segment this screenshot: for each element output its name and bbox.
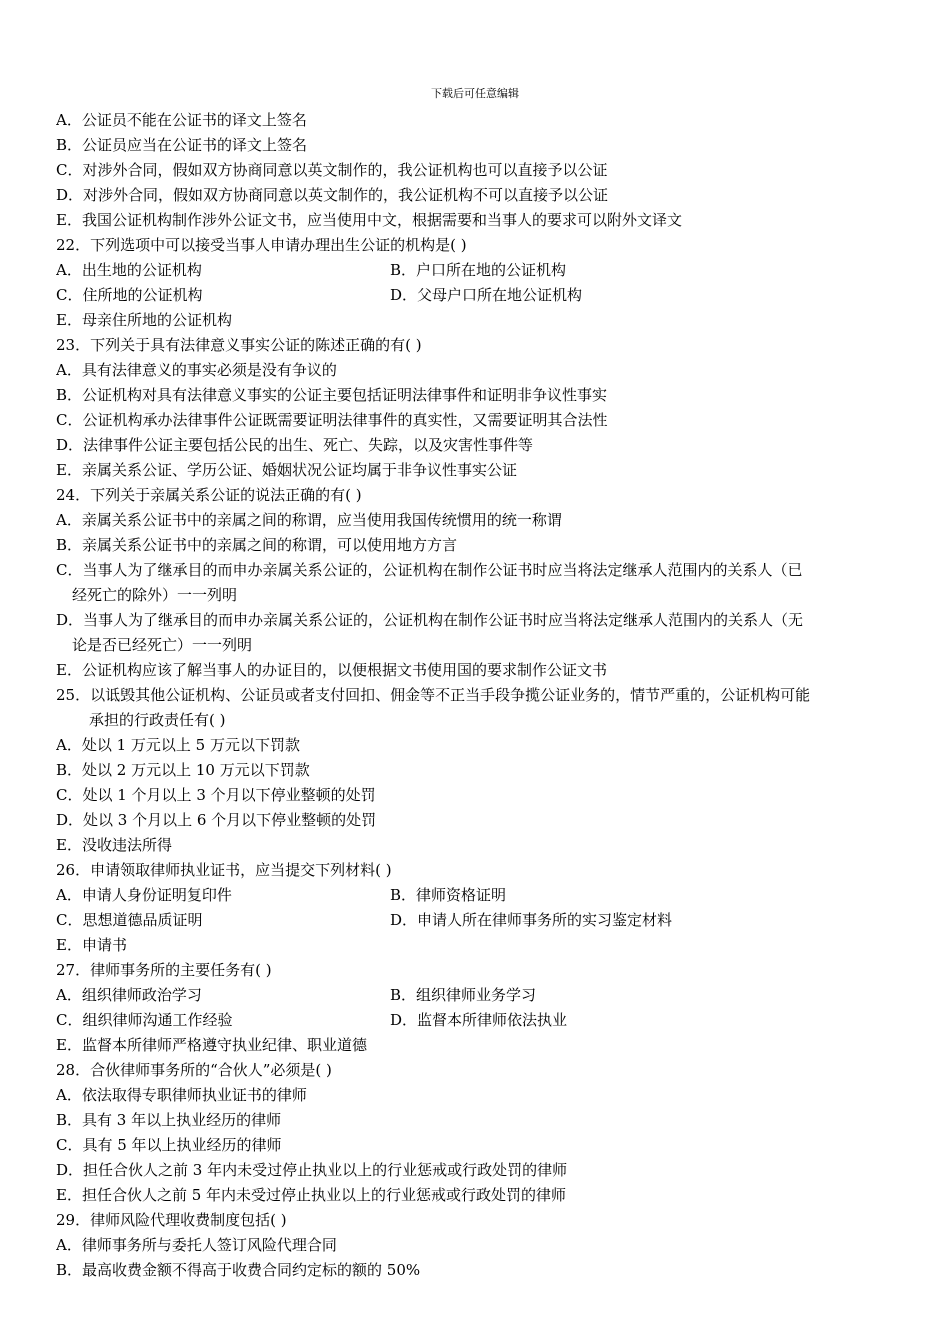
question-text: 26．申请领取律师执业证书，应当提交下列材料( ) [56,861,392,879]
option-text: C．处以 1 个月以上 3 个月以下停业整顿的处罚 [56,786,376,804]
option-pair-row [56,1008,898,1033]
option-text: C．公证机构承办法律事件公证既需要证明法律事件的真实性，又需要证明其合法性 [56,411,608,429]
option-text: E．申请书 [56,936,127,954]
option-pair-row [56,258,898,283]
option-pair-row [56,908,898,933]
option-text: E．我国公证机构制作涉外公证文书，应当使用中文，根据需要和当事人的要求可以附外文译文 [56,211,682,229]
document-body [56,108,898,1283]
option-text: C．对涉外合同，假如双方协商同意以英文制作的，我公证机构也可以直接予以公证 [56,161,608,179]
option-pair-row [56,883,898,908]
option-text: C．组织律师沟通工作经验 [56,1011,233,1029]
option-text: B．处以 2 万元以上 10 万元以下罚款 [56,761,310,779]
option-text: E．母亲住所地的公证机构 [56,311,232,329]
option-text: B．亲属关系公证书中的亲属之间的称谓，可以使用地方方言 [56,536,458,554]
question-text: 27．律师事务所的主要任务有( ) [56,961,272,979]
option-text: A．依法取得专职律师执业证书的律师 [56,1086,307,1104]
option-text: E．监督本所律师严格遵守执业纪律、职业道德 [56,1036,367,1054]
option-text: B．公证机构对具有法律意义事实的公证主要包括证明法律事件和证明非争议性事实 [56,386,608,404]
option-pair-row [56,983,898,1008]
option-text: A．公证员不能在公证书的译文上签名 [56,111,307,129]
page-header: 下载后可任意编辑 [431,87,519,100]
continuation-text: 承担的行政责任有( ) [89,711,226,729]
question-text: 22．下列选项中可以接受当事人申请办理出生公证的机构是( ) [56,236,467,254]
continuation-text: 经死亡的除外）一一列明 [72,586,238,604]
continuation-text: 论是否已经死亡）一一列明 [72,636,253,654]
question-text: 24．下列关于亲属关系公证的说法正确的有( ) [56,486,362,504]
option-text: A．具有法律意义的事实必须是没有争议的 [56,361,337,379]
option-text: D．当事人为了继承目的而申办亲属关系公证的，公证机构在制作公证书时应当将法定继承人范围内的关系人（无 [56,611,804,629]
option-text: D．担任合伙人之前 3 年内未受过停止执业以上的行业惩戒或行政处罚的律师 [56,1161,568,1179]
question-text: 29．律师风险代理收费制度包括( ) [56,1211,287,1229]
option-text: E．亲属关系公证、学历公证、婚姻状况公证均属于非争议性事实公证 [56,461,517,479]
option-text: D．对涉外合同，假如双方协商同意以英文制作的，我公证机构不可以直接予以公证 [56,186,609,204]
option-text: D．法律事件公证主要包括公民的出生、死亡、失踪，以及灾害性事件等 [56,436,534,454]
option-text: C．当事人为了继承目的而申办亲属关系公证的，公证机构在制作公证书时应当将法定继承人范围内的关系人（已 [56,561,803,579]
question-text: 25．以诋毁其他公证机构、公证员或者支付回扣、佣金等不正当手段争揽公证业务的，情节严重的，公证机构可能 [56,686,811,704]
option-text: B．户口所在地的公证机构 [390,261,567,279]
question-text: 28．合伙律师事务所的“合伙人”必须是( ) [56,1061,332,1079]
option-text: A．律师事务所与委托人签订风险代理合同 [56,1236,337,1254]
option-text: A．处以 1 万元以上 5 万元以下罚款 [56,736,300,754]
option-text: C．思想道德品质证明 [56,911,203,929]
option-text: E．担任合伙人之前 5 年内未受过停止执业以上的行业惩戒或行政处罚的律师 [56,1186,567,1204]
option-text: C．具有 5 年以上执业经历的律师 [56,1136,282,1154]
question-text: 23．下列关于具有法律意义事实公证的陈述正确的有( ) [56,336,422,354]
option-pair-row [56,283,898,308]
option-text: A．申请人身份证明复印件 [56,886,232,904]
option-text: B．具有 3 年以上执业经历的律师 [56,1111,282,1129]
option-text: D．监督本所律师依法执业 [390,1011,568,1029]
option-text: D．处以 3 个月以上 6 个月以下停业整顿的处罚 [56,811,377,829]
option-text: E．公证机构应该了解当事人的办证目的，以便根据文书使用国的要求制作公证文书 [56,661,607,679]
option-text: A．组织律师政治学习 [56,986,202,1004]
option-text: D．父母户口所在地公证机构 [390,286,583,304]
option-text: A．出生地的公证机构 [56,261,202,279]
option-text: C．住所地的公证机构 [56,286,203,304]
option-text: B．组织律师业务学习 [390,986,537,1004]
option-text: E．没收违法所得 [56,836,172,854]
option-text: A．亲属关系公证书中的亲属之间的称谓，应当使用我国传统惯用的统一称谓 [56,511,562,529]
option-text: D．申请人所在律师事务所的实习鉴定材料 [390,911,673,929]
option-text: B．最高收费金额不得高于收费合同约定标的额的 50% [56,1261,421,1279]
option-text: B．公证员应当在公证书的译文上签名 [56,136,308,154]
option-text: B．律师资格证明 [390,886,507,904]
